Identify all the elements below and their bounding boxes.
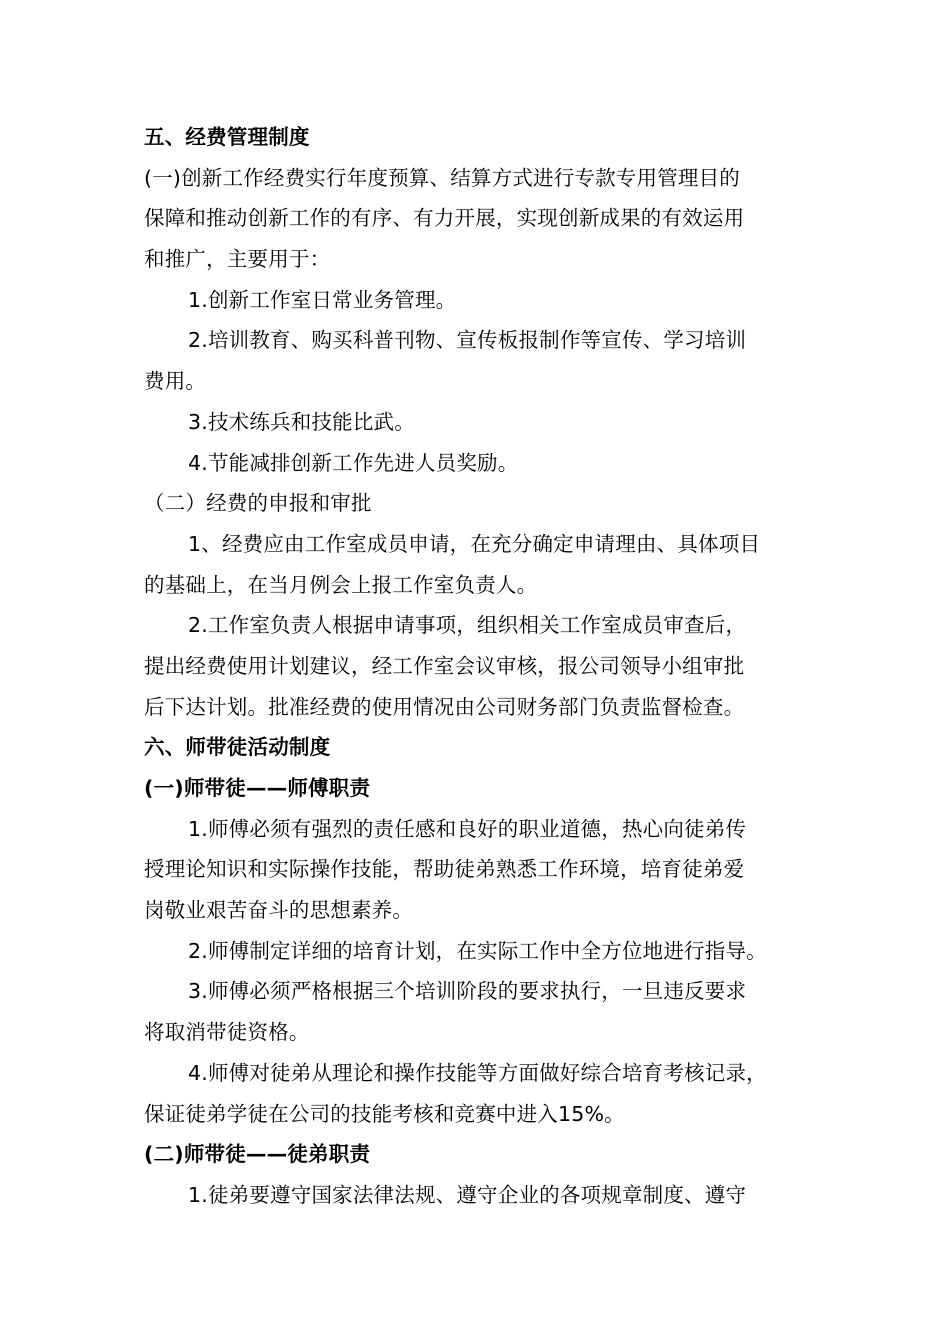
paragraph-line: 3.技术练兵和技能比武。 <box>188 409 415 434</box>
paragraph-line: 2.培训教育、购买科普刊物、宣传板报制作等宣传、学习培训 <box>188 328 747 353</box>
paragraph-line: 的基础上，在当月例会上报工作室负责人。 <box>144 572 538 597</box>
paragraph-line: 3.师傅必须严格根据三个培训阶段的要求执行，一旦违反要求 <box>188 979 747 1004</box>
paragraph-line: 和推广，主要用于： <box>144 247 331 272</box>
paragraph-line: 后下达计划。批准经费的使用情况由公司财务部门负责监督检查。 <box>144 694 745 719</box>
document-body <box>144 117 824 1216</box>
paragraph-line: 提出经费使用计划建议，经工作室会议审核，报公司领导小组审批 <box>144 653 745 678</box>
paragraph-line: 授理论知识和实际操作技能，帮助徒弟熟悉工作环境，培育徒弟爱 <box>144 857 745 882</box>
paragraph-line: 4.节能减排创新工作先进人员奖励。 <box>188 450 519 475</box>
paragraph-line: 1、经费应由工作室成员申请，在充分确定申请理由、具体项目 <box>188 531 761 556</box>
paragraph-line: (一)创新工作经费实行年度预算、结算方式进行专款专用管理目的 <box>144 165 740 190</box>
paragraph-line: 2.工作室负责人根据申请事项，组织相关工作室成员审查后， <box>188 613 747 638</box>
paragraph-line: 保障和推动创新工作的有序、有力开展，实现创新成果的有效运用 <box>144 206 745 231</box>
paragraph-line: （二）经费的申报和审批 <box>144 491 372 516</box>
paragraph-line: 1.徒弟要遵守国家法律法规、遵守企业的各项规章制度、遵守 <box>188 1182 747 1207</box>
paragraph-line: 费用。 <box>144 369 207 394</box>
paragraph-line: 保证徒弟学徒在公司的技能考核和竞赛中进入15%。 <box>144 1101 625 1126</box>
paragraph-line: 1.师傅必须有强烈的责任感和良好的职业道德，热心向徒弟传 <box>188 816 747 841</box>
paragraph-line: 2.师傅制定详细的培育计划，在实际工作中全方位地进行指导。 <box>188 938 767 963</box>
paragraph-line: 4.师傅对徒弟从理论和操作技能等方面做好综合培育考核记录， <box>188 1060 767 1085</box>
section-heading: (一)师带徒——师傅职责 <box>144 776 371 800</box>
paragraph-line: 将取消带徒资格。 <box>144 1020 310 1045</box>
section-heading: 六、师带徒活动制度 <box>144 735 331 760</box>
section-heading: (二)师带徒——徒弟职责 <box>144 1142 371 1167</box>
paragraph-line: 1.创新工作室日常业务管理。 <box>188 287 457 312</box>
section-heading: 五、经费管理制度 <box>144 125 310 149</box>
paragraph-line: 岗敬业艰苦奋斗的思想素养。 <box>144 898 414 923</box>
